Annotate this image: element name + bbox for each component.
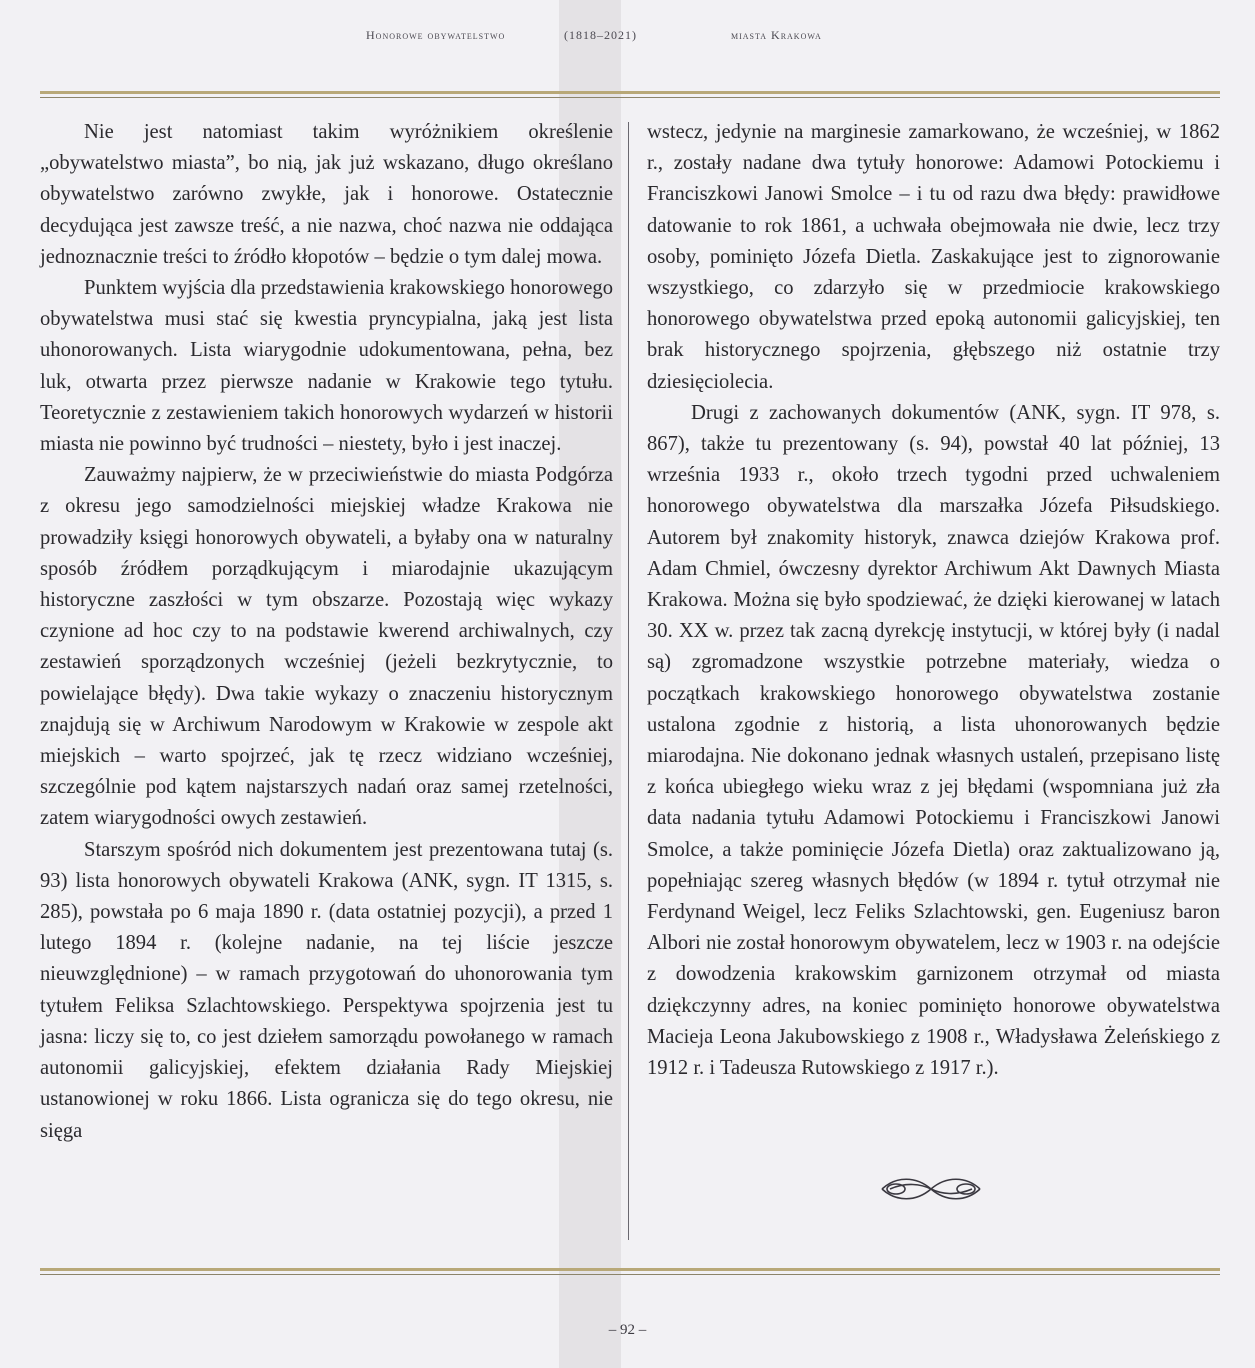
top-rule bbox=[40, 91, 1220, 98]
paragraph: Drugi z zachowanych dokumentów (ANK, sygn. IT 978, s. 867), także tu prezentowany (s. 94), powstał 40 lat później, 13 września 1933 r., około trzech tygodni przed uchwaleniem honorowego obywatelstwa dla marszałka Józefa Piłsudskiego. Autorem był znakomity historyk, znawca dziejów Krakowa prof. Adam Chmiel, ówczesny dyrektor Archiwum Akt Dawnych Miasta Krakowa. Można się było spodziewać, że dzięki kierowanej w latach 30. XX w. przez tak zacną dyrekcję instytucji, w której były (i nadal są) zgromadzone wszystkie potrzebne materiały, wiedza o początkach krakowskiego honorowego obywatelstwa zostanie ustalona zgodnie z historią, a lista uhonorowanych będzie miarodajna. Nie dokonano jednak własnych ustaleń, przepisano listę z końca ubiegłego wieku wraz z jej błędami (wspomniana już zła data nadania tytułu Adamowi Potockiemu i Franciszkowi Janowi Smolce, a także pominięcie Józefa Dietla) oraz zaktualizowano ją, popełniając szereg własnych błędów (w 1894 r. tytuł otrzymał nie Ferdynand Weigel, lecz Feliks Szlachtowski, gen. Eugeniusz baron Albori nie został honorowym obywatelem, lecz w 1903 r. na odejście z dowodzenia krakowskim garnizonem otrzymał od miasta dziękczynny adres, na koniec pominięto honorowe obywatelstwa Macieja Leona Jakubowskiego z 1908 r., Władysława Żeleńskiego z 1912 r. i Tadeusza Rutowskiego z 1917 r.). bbox=[647, 401, 1220, 1080]
header-right: miasta Krakowa bbox=[731, 28, 822, 42]
right-column bbox=[647, 117, 1220, 1084]
bottom-rule bbox=[40, 1268, 1220, 1275]
flourish-ornament-icon bbox=[876, 1172, 986, 1206]
left-column bbox=[40, 117, 613, 1147]
running-header bbox=[0, 28, 1255, 48]
paragraph: Nie jest natomiast takim wyróżnikiem określenie „obywatelstwo miasta”, bo nią, jak już wskazano, długo określano obywatelstwo zarówno zwykłe, jak i honorowe. Ostatecznie decydująca jest zawsze treść, a nie nazwa, choć nazwa nie oddająca jednoznacznie treści to źródło kłopotów – będzie o tym dalej mowa. bbox=[40, 121, 613, 268]
column-divider bbox=[628, 122, 629, 1240]
header-left: Honorowe obywatelstwo bbox=[366, 28, 506, 42]
paragraph: Zauważmy najpierw, że w przeciwieństwie do miasta Podgórza z okresu jego samodzielności miejskiej władze Krakowa nie prowadziły księgi honorowych obywateli, a byłaby ona w naturalny sposób źródłem porządkującym i miarodajnie ukazującym historyczne zaszłości w tym obszarze. Pozostają więc wykazy czynione ad hoc czy to na podstawie kwerend archiwalnych, czy zestawień sporządzonych wcześniej (jeżeli bezkrytycznie, to powielające błędy). Dwa takie wykazy o znaczeniu historycznym znajdują się w Archiwum Narodowym w Krakowie w zespole akt miejskich – warto spojrzeć, jak tę rzecz widziano wcześniej, szczególnie pod kątem najstarszych nadań oraz samej rzetelności, zatem wiarygodności owych zestawień. bbox=[40, 464, 613, 830]
paragraph: wstecz, jedynie na marginesie zamarkowano, że wcześniej, w 1862 r., zostały nadane dwa tytuły honorowe: Adamowi Potockiemu i Franciszkowi Janowi Smolce – i tu od razu dwa błędy: prawidłowe datowanie to rok 1861, a uchwała obejmowała nie dwie, lecz trzy osoby, pominięto Józefa Dietla. Zaskakujące jest to zignorowanie wszystkiego, co zdarzyło się w przedmiocie krakowskiego honorowego obywatelstwa przed epoką autonomii galicyjskiej, ten brak historycznego spojrzenia, głębszego niż ostatnie trzy dziesięciolecia. bbox=[647, 121, 1220, 393]
header-middle: (1818–2021) bbox=[564, 28, 637, 42]
paragraph: Punktem wyjścia dla przedstawienia krakowskiego honorowego obywatelstwa musi stać się kwestia pryncypialna, jaką jest lista uhonorowanych. Lista wiarygodnie udokumentowana, pełna, bez luk, otwarta przez pierwsze nadanie w Krakowie tego tytułu. Teoretycznie z zestawieniem takich honorowych wydarzeń w historii miasta nie powinno być trudności – niestety, było i jest inaczej. bbox=[40, 277, 614, 456]
page-number: – 92 – bbox=[608, 1322, 647, 1338]
paragraph: Starszym spośród nich dokumentem jest prezentowana tutaj (s. 93) lista honorowych obywateli Krakowa (ANK, sygn. IT 1315, s. 285), powstała po 6 maja 1890 r. (data ostatniej pozycji), a przed 1 lutego 1894 r. (kolejne nadanie, na tej liście jeszcze nieuwzględnione) – w ramach przygotowań do uhonorowania tym tytułem Feliksa Szlachtowskiego. Perspektywa spojrzenia jest tu jasna: liczy się to, co jest dziełem samorządu powołanego w ramach autonomii galicyjskiej, efektem działania Rady Miejskiej ustanowionej w roku 1866. Lista ogranicza się do tego okresu, nie sięga bbox=[40, 838, 613, 1142]
